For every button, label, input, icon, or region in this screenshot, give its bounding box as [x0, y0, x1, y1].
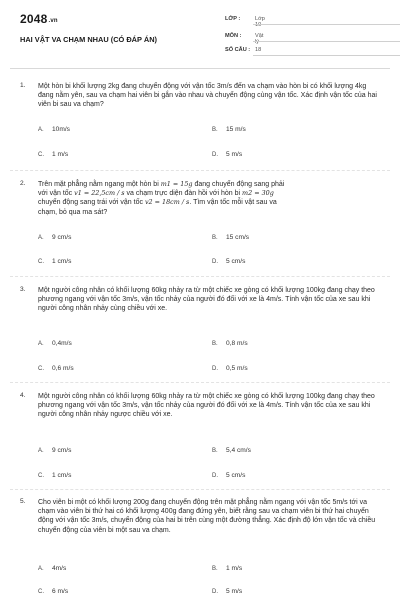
- text-run: Trên mặt phẳng nằm ngang một hòn bi: [38, 181, 161, 188]
- option-text: 15 cm/s: [226, 234, 250, 241]
- meta-label: LỚP :: [225, 16, 241, 22]
- option-letter: A.: [38, 341, 44, 347]
- option-text: 9 cm/s: [52, 234, 72, 241]
- option-text: 1 cm/s: [52, 472, 72, 479]
- text-run: chuyển động sang trái với vận tốc: [38, 199, 145, 207]
- option-text: 0,8 m/s: [226, 340, 248, 347]
- option-b[interactable]: [212, 234, 249, 241]
- text-run: với vận tốc: [38, 190, 75, 198]
- formula-v1: v1 = 22,5cm / s: [74, 189, 125, 198]
- option-a[interactable]: [38, 565, 66, 572]
- option-text: 9 cm/s: [52, 447, 72, 454]
- question-divider: [10, 276, 390, 277]
- option-text: 5 cm/s: [226, 258, 246, 265]
- option-letter: B.: [212, 127, 218, 133]
- logo-text: 2048: [20, 12, 48, 26]
- option-a[interactable]: [38, 126, 70, 133]
- option-text: 1 m/s: [52, 151, 69, 158]
- formula-m2: m2 = 30g: [242, 189, 274, 198]
- meta-label: MÔN :: [225, 33, 242, 39]
- option-d[interactable]: [212, 472, 245, 479]
- text-run: va chạm trực diện đàn hồi với hòn bi: [124, 190, 243, 198]
- option-text: 5,4 cm/s: [226, 447, 251, 454]
- option-text: 5 m/s: [226, 151, 243, 158]
- option-letter: B.: [212, 448, 218, 454]
- logo-suffix: .vn: [48, 18, 58, 24]
- option-d[interactable]: [212, 258, 245, 265]
- question-number: 4.: [20, 392, 26, 399]
- option-a[interactable]: [38, 340, 72, 347]
- question-divider: [10, 382, 390, 383]
- option-b[interactable]: [212, 447, 251, 454]
- option-letter: C.: [38, 366, 44, 372]
- option-letter: A.: [38, 127, 44, 133]
- option-letter: D.: [212, 366, 218, 372]
- option-text: 0,6 m/s: [52, 365, 74, 372]
- meta-label: SỐ CÂU :: [225, 47, 251, 53]
- site-logo[interactable]: [20, 12, 58, 26]
- option-letter: C.: [38, 473, 44, 479]
- question-number: 2.: [20, 180, 26, 187]
- header-divider: [10, 68, 390, 69]
- question-number: 3.: [20, 286, 26, 293]
- question-number: 1.: [20, 82, 26, 89]
- question-text: Một hòn bi khối lượng 2kg đang chuyển động với vận tốc 3m/s đến va chạm vào hòn bi có khối lượng 4kg đang nằm yên, sau va chạm hai viên bi gắn vào nhau và chuyển động cùng vận tốc. Xác định vận tốc của hai viên bi sau va chạm?: [38, 83, 377, 109]
- option-letter: D.: [212, 259, 218, 265]
- option-text: 0,4m/s: [52, 340, 72, 347]
- option-letter: A.: [38, 235, 44, 241]
- option-letter: D.: [212, 473, 218, 479]
- option-letter: D.: [212, 589, 218, 595]
- text-run: đang chuyển động sang phải: [192, 181, 285, 188]
- option-b[interactable]: [212, 126, 246, 133]
- option-c[interactable]: [38, 588, 68, 595]
- option-letter: B.: [212, 341, 218, 347]
- option-d[interactable]: [212, 151, 242, 158]
- option-letter: D.: [212, 152, 218, 158]
- option-letter: C.: [38, 589, 44, 595]
- option-letter: A.: [38, 448, 44, 454]
- option-a[interactable]: [38, 447, 71, 454]
- option-c[interactable]: [38, 151, 68, 158]
- page-title: HAI VẬT VA CHẠM NHAU (CÓ ĐÁP ÁN): [20, 35, 157, 44]
- formula-m1: m1 = 15g: [160, 180, 193, 188]
- option-letter: C.: [38, 152, 44, 158]
- option-letter: A.: [38, 566, 44, 572]
- question-text: [38, 180, 380, 217]
- question-text: Một người công nhân có khối lượng 60kg nhảy ra từ một chiếc xe gòng có khối lượng 100kg đang chạy theo phương ngang với vận tốc 3m/s, vận tốc nhảy của người đó đối với xe là 4m/s. Tính vận tốc của xe sau khi người công nhân nhảy cùng chiều với xe.: [38, 287, 375, 313]
- text-run: chạm, bỏ qua ma sát?: [38, 208, 108, 216]
- question-text: Cho viên bi một có khối lượng 200g đang chuyển động trên mặt phẳng nằm ngang với vận tốc 5m/s tới va chạm vào viên bi thứ hai có khối lượng 400g đang đứng yên, biết rằng sau va chạm viên bi thứ hai chuyển động với vận tốc 3m/s, chuyển động của hai bi trên cùng một đường thẳng. Xác định độ lớn vận tốc và chiều chuyển động của viên bi một sau va chạm.: [38, 499, 376, 534]
- option-b[interactable]: [212, 565, 242, 572]
- question-number: 5.: [20, 498, 26, 505]
- question-divider: [10, 489, 390, 490]
- option-c[interactable]: [38, 258, 71, 265]
- option-text: 4m/s: [52, 565, 67, 572]
- meta-value: Vật lý: [255, 33, 264, 45]
- text-run: . Tìm vận tốc mỗi vật sau va: [189, 199, 277, 207]
- option-a[interactable]: [38, 234, 71, 241]
- option-c[interactable]: [38, 472, 71, 479]
- meta-value: 18: [255, 47, 262, 53]
- option-text: 0,5 m/s: [226, 365, 248, 372]
- option-text: 15 m/s: [226, 126, 246, 133]
- question-divider: [10, 170, 390, 171]
- option-text: 1 cm/s: [52, 258, 72, 265]
- formula-v2: v2 = 18cm / s: [144, 198, 190, 207]
- option-text: 1 m/s: [226, 565, 243, 572]
- option-letter: B.: [212, 235, 218, 241]
- question-text: Một người công nhân có khối lượng 60kg nhảy ra từ một chiếc xe gòng có khối lượng 100kg đang chạy theo phương ngang với vận tốc 3m/s, vận tốc nhảy của người đó đối với xe là 4m/s. Tính vận tốc của xe sau khi người công nhân nhảy ngược chiều với xe.: [38, 393, 375, 419]
- option-letter: B.: [212, 566, 218, 572]
- option-text: 5 cm/s: [226, 472, 246, 479]
- option-text: 5 m/s: [226, 588, 243, 595]
- option-letter: C.: [38, 259, 44, 265]
- option-text: 6 m/s: [52, 588, 69, 595]
- option-b[interactable]: [212, 340, 248, 347]
- option-d[interactable]: [212, 588, 242, 595]
- option-text: 10m/s: [52, 126, 70, 133]
- meta-value: Lớp 10: [255, 16, 265, 28]
- option-c[interactable]: [38, 365, 74, 372]
- option-d[interactable]: [212, 365, 248, 372]
